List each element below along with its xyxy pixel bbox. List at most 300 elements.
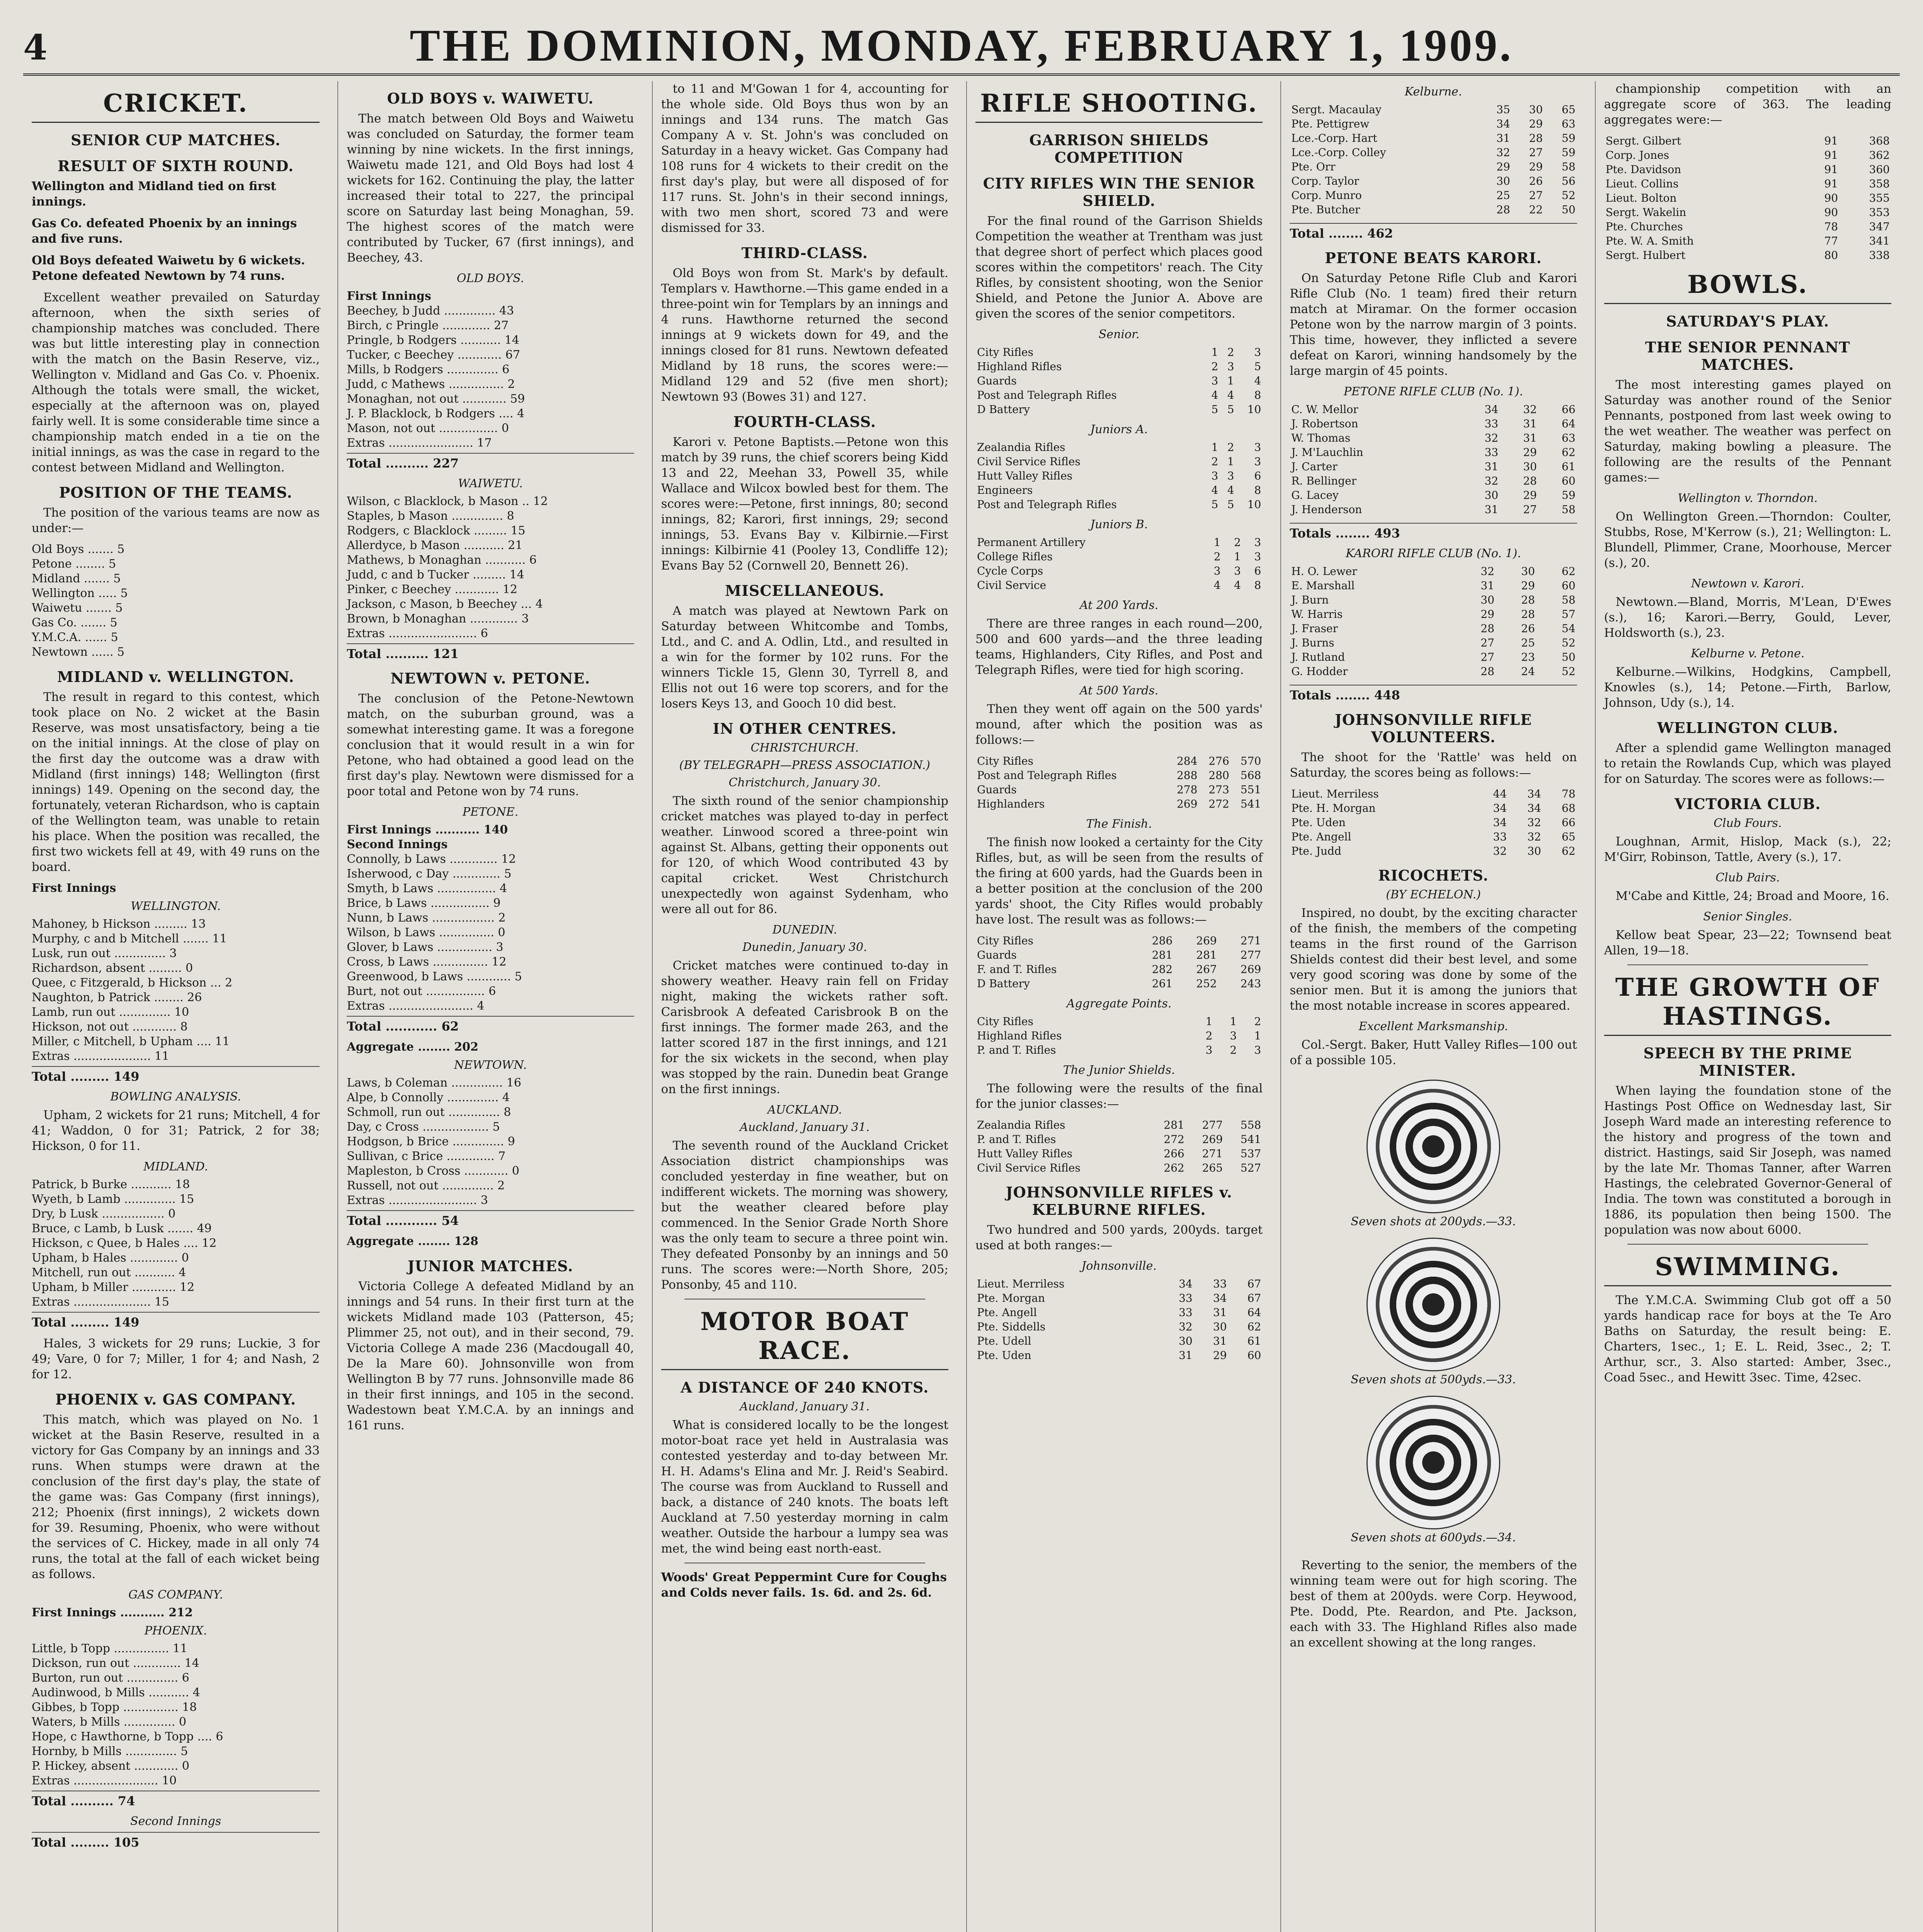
table-cell: 62 [1247, 1320, 1261, 1333]
table-row [975, 454, 1263, 469]
table-cell: Pte. Angell [977, 1306, 1037, 1319]
table-cell: 80 [1824, 249, 1838, 262]
cricket-heading: CRICKET. [32, 89, 320, 123]
innings-label: First Innings [32, 881, 116, 895]
table-cell: 65 [1562, 830, 1576, 843]
table-row [975, 754, 1263, 768]
table-cell: 273 [1208, 783, 1229, 796]
table-cell: 8 [1254, 389, 1261, 401]
match-report: This match, which was played on No. 1 wicket at the Basin Reserve, resulted in a victory for Gas Company by an innings and 33 runs. When stumps were drawn at the conclusion of the first day's play, the state of the game was: Gas Company (first innings), 212; Phoenix (first innings), 2 wickets down for 39. Resuming, Phoenix, who were without the services of C. Hickey, made in all only 74 runs, the total at the fall of each wicket being as follows. [32, 1413, 320, 1581]
table-cell: 284 [1176, 755, 1198, 767]
table-cell: Permanent Artillery [977, 536, 1086, 549]
table-cell: 30 [1496, 175, 1510, 187]
batting-line: Judd, c Mathews ............... 2 [347, 378, 515, 391]
table-cell: 362 [1869, 149, 1890, 162]
column-6 [1595, 81, 1900, 1932]
team-heading: GAS COMPANY. [128, 1588, 223, 1602]
position-row: Old Boys ....... 5 [32, 543, 125, 556]
divider [1627, 1244, 1868, 1245]
divider [1627, 964, 1868, 965]
petone-club-table [1290, 402, 1577, 517]
table-cell: Sergt. Hulbert [1605, 249, 1686, 262]
fourth-class-report: Karori v. Petone Baptists.—Petone won this match by 39 runs, the chief scorers being Kidd 13 and 22, Meehan 33, Powell 35, while Wallace and Wilcox bowled best for them. The scores were:—Petone, first innings, 80; second innings, 82; Karori, first innings, 29; second innings, 53. Evans Bay v. Kilbirnie.—First innings: Kilbirnie 41 (Pooley 13, Condliffe 12); Evans Bay 52 (Cornwell 20, Bennett 26). [661, 435, 948, 573]
table-row [975, 934, 1263, 948]
table-cell: City Rifles [977, 346, 1033, 359]
continued-report: to 11 and M'Gowan 1 for 4, accounting for the whole side. Old Boys thus won by an innings and 134 runs. The match Gas Company A v. St. John's was concluded on Saturday in a heavy wicket. Gas Company had 108 runs for 4 wickets to their credit on the first day's play, but were all disposed of for 117 runs. St. John's in their second innings, with two men short, scored 73 and were dismissed for 33. [661, 82, 948, 235]
table-cell: Guards [977, 374, 1017, 387]
innings-summary: First Innings ........... 140 [347, 823, 508, 837]
table-cell: 3 [1205, 1044, 1213, 1056]
table-cell: 10 [1247, 403, 1261, 416]
table-row [975, 1334, 1263, 1348]
batting-line: Wilson, c Blacklock, b Mason .. 12 [347, 495, 548, 508]
table-row [1290, 787, 1577, 801]
juniors-a-table [975, 440, 1263, 512]
table-row [975, 388, 1263, 402]
column-3 [652, 81, 957, 1932]
table-cell: 282 [1152, 963, 1173, 976]
table-cell: 4 [1213, 579, 1221, 592]
table-cell: 3 [1254, 346, 1261, 359]
table-cell: 272 [1164, 1133, 1184, 1146]
table-row [975, 497, 1263, 512]
event-result: Kellow beat Spear, 23—22; Townsend beat Allen, 19—18. [1604, 928, 1891, 957]
table-cell: 286 [1152, 934, 1173, 947]
table-row [1604, 148, 1891, 162]
table-cell: J. Fraser [1291, 622, 1338, 635]
range-heading: At 500 Yards. [1079, 684, 1159, 697]
table-cell: Sergt. Gilbert [1605, 134, 1681, 147]
table-row [975, 440, 1263, 454]
table-cell: 271 [1240, 934, 1261, 947]
karori-club-heading: KARORI RIFLE CLUB (No. 1). [1346, 547, 1521, 560]
table-cell: 91 [1824, 177, 1838, 190]
column-4 [966, 81, 1271, 1932]
target-diagrams [1290, 1076, 1577, 1550]
batting-line: Burton, run out .............. 6 [32, 1671, 189, 1685]
table-row [1290, 844, 1577, 858]
batting-line: Wyeth, b Lamb .............. 15 [32, 1192, 194, 1206]
table-cell: 4 [1227, 484, 1234, 497]
batting-line: Schmoll, run out .............. 8 [347, 1105, 511, 1119]
sixth-round-heading: RESULT OF SIXTH ROUND. [58, 157, 294, 175]
table-row [1604, 234, 1891, 248]
batting-line: Pringle, b Rodgers ........... 14 [347, 333, 519, 347]
table-row [975, 948, 1263, 962]
table-cell: 2 [1234, 536, 1241, 549]
table-cell: Highlanders [977, 798, 1045, 810]
table-cell: Lce.-Corp. Colley [1291, 146, 1386, 159]
motor-boat-heading: MOTOR BOAT RACE. [661, 1307, 948, 1370]
innings-total: Total ......... 149 [32, 1312, 320, 1330]
dateline: Dunedin, January 30. [742, 940, 867, 954]
finish-heading: The Finish. [1086, 817, 1152, 831]
table-cell: 5 [1227, 403, 1234, 416]
table-cell: 28 [1481, 665, 1494, 678]
table-cell: 67 [1247, 1292, 1261, 1304]
fourth-class-heading: FOURTH-CLASS. [733, 413, 876, 430]
garrison-shields-heading: GARRISON SHIELDS COMPETITION [1029, 131, 1209, 166]
batting-line: Day, c Cross .................. 5 [347, 1120, 500, 1134]
table-cell: 1 [1227, 374, 1234, 387]
johnsonville-volunteers-table [1290, 787, 1577, 858]
table-cell: 28 [1523, 474, 1537, 487]
table-cell: 26 [1521, 622, 1535, 635]
table-cell: 30 [1527, 845, 1541, 857]
table-cell: 60 [1247, 1349, 1261, 1362]
table-cell: Pte. Churches [1605, 220, 1683, 233]
table-cell: 29 [1213, 1349, 1227, 1362]
table-cell: 280 [1208, 769, 1229, 782]
position-row: Gas Co. ....... 5 [32, 616, 117, 629]
batting-line: Extras ........................ 6 [347, 627, 488, 640]
table-row [975, 1014, 1263, 1029]
advertisement: Woods' Great Peppermint Cure for Coughs and Colds never fails. 1s. 6d. and 2s. 6d. [661, 1570, 947, 1600]
table-cell: 347 [1869, 220, 1890, 233]
table-row [1290, 488, 1577, 502]
column-5 [1280, 81, 1585, 1932]
batting-line: Staples, b Mason .............. 8 [347, 509, 514, 523]
match-heading: MIDLAND v. WELLINGTON. [57, 668, 294, 685]
senior-heading: Senior. [1098, 328, 1140, 341]
table-cell: 61 [1247, 1335, 1261, 1347]
table-cell: 28 [1529, 132, 1543, 145]
table-cell: 8 [1254, 579, 1261, 592]
johnsonville-table [975, 1277, 1263, 1362]
table-cell: 368 [1869, 134, 1890, 147]
table-cell: 32 [1523, 403, 1537, 416]
table-row [1290, 830, 1577, 844]
batting-line: Mills, b Rodgers .............. 6 [347, 363, 510, 376]
batting-line: Gibbes, b Topp ............... 18 [32, 1701, 197, 1714]
third-class-report: Old Boys won from St. Mark's by default. Templars v. Hawthorne.—This game ended in a three-point win for Templars by an innings and 4 runs. Hawthorne returned the second innings at 9 wickets down for 49, and the innings closed for 81 runs. Newtown defeated Midland by 18 runs, the scores were:—Midland 129 and 52 (five men short); Newtown 93 (Bowes 31) and 127. [661, 266, 948, 404]
table-cell: 33 [1493, 830, 1507, 843]
table-cell: Zealandia Rifles [977, 441, 1065, 454]
ricochets-continued: Reverting to the senior, the members of the winning team were out for high scoring. The best of them at 200yds. were Corp. Heywood, Pte. Dodd, Pte. Reardon, and Pte. Jackson, each with 33. The Highland Rifles also made an excellent showing at the long ranges. [1290, 1558, 1577, 1650]
table-cell: 5 [1211, 498, 1218, 511]
motor-boat-subheading: A DISTANCE OF 240 KNOTS. [681, 1379, 929, 1396]
table-cell: 59 [1562, 132, 1576, 145]
marksmanship-heading: Excellent Marksmanship. [1358, 1020, 1508, 1033]
table-cell: J. Burn [1291, 594, 1329, 606]
table-row [975, 782, 1263, 797]
batting-line: Dickson, run out ............. 14 [32, 1656, 199, 1670]
table-cell: 31 [1484, 460, 1499, 473]
table-cell: 3 [1211, 469, 1218, 482]
table-cell: 62 [1562, 845, 1576, 857]
prime-minister-subheading: SPEECH BY THE PRIME MINISTER. [1643, 1044, 1852, 1079]
table-cell: 78 [1562, 787, 1576, 800]
game-result: Newtown.—Bland, Morris, M'Lean, D'Ewes (s.), 16; Karori.—Berry, Gould, Lever, Holdsworth (s.), 23. [1604, 595, 1891, 640]
batting-line: Lamb, run out .............. 10 [32, 1005, 189, 1019]
table-cell: 2 [1254, 1015, 1261, 1028]
innings-label: Second Innings [347, 838, 448, 851]
table-cell: 27 [1523, 503, 1537, 516]
masthead [23, 15, 1900, 76]
table-cell: W. Thomas [1291, 432, 1351, 444]
table-cell: Post and Telegraph Rifles [977, 498, 1117, 511]
table-cell: 30 [1179, 1335, 1193, 1347]
table-cell: Corp. Munro [1291, 189, 1362, 202]
innings-total: Total .......... 74 [32, 1791, 320, 1808]
batting-line: J. P. Blacklock, b Rodgers .... 4 [347, 407, 525, 420]
table-cell: Corp. Taylor [1291, 175, 1359, 187]
pennant-matches-heading: THE SENIOR PENNANT MATCHES. [1645, 338, 1850, 373]
miscellaneous-report: A match was played at Newtown Park on Saturday between Whitcombe and Tombs, Ltd., and C. and A. Odlin, Ltd., and resulted in a win for the former by 102 runs. For the winners Tickle 15, Glenn 30, Tyrrell 8, and Ellis not out 16 were top scorers, and for the losers Keys 13, and Gooch 10 did best. [661, 604, 948, 711]
table-cell: 33 [1213, 1277, 1227, 1290]
batting-line: Nunn, b Laws ................. 2 [347, 911, 506, 925]
table-cell: 29 [1529, 160, 1543, 173]
byline: (BY ECHELON.) [1386, 888, 1481, 901]
table-row [1290, 459, 1577, 474]
table-cell: 2 [1213, 550, 1221, 563]
batting-line: Bruce, c Lamb, b Lusk ....... 49 [32, 1222, 212, 1235]
batting-line: Hope, c Hawthorne, b Topp .... 6 [32, 1730, 223, 1743]
aggregate-total: Aggregate ........ 128 [347, 1235, 478, 1248]
table-cell: 30 [1481, 594, 1494, 606]
table-cell: 269 [1202, 1133, 1223, 1146]
batting-line: Quee, c Fitzgerald, b Hickson ... 2 [32, 976, 233, 990]
table-cell: 30 [1521, 565, 1535, 578]
table-row [975, 1043, 1263, 1057]
petone-club-heading: PETONE RIFLE CLUB (No. 1). [1344, 385, 1523, 398]
batting-line: Mitchell, run out ........... 4 [32, 1266, 186, 1279]
table-cell: Lieut. Merriless [1291, 787, 1379, 800]
table-cell: Guards [977, 783, 1017, 796]
position-row: Waiwetu ....... 5 [32, 601, 123, 615]
batting-line: Burt, not out ................ 6 [347, 985, 496, 998]
cricket-intro: Excellent weather prevailed on Saturday afternoon, when the sixth series of championship matches was concluded. There was but little interesting play in connection with the match on the Basin Reserve, viz., Wellington v. Midland and Gas Co. v. Phoenix. Although the totals were small, the wicket, especially at the afternoon was on, played fairly well. It is some considerable time since a championship match ended in a tie on the initial innings, as was the case in regard to the contest between Midland and Wellington. [32, 291, 320, 474]
range-report: Then they went off again on the 500 yards' mound, after which the position was as follows:— [975, 702, 1263, 747]
table-cell: 6 [1254, 565, 1261, 577]
table-row [975, 797, 1263, 811]
finish-table [975, 934, 1263, 991]
innings-total: Total ............ 54 [347, 1210, 634, 1228]
table-row [975, 1291, 1263, 1305]
table-cell: 62 [1562, 565, 1576, 578]
batting-line: Miller, c Mitchell, b Upham .... 11 [32, 1035, 230, 1048]
table-cell: Hutt Valley Rifles [977, 1147, 1073, 1160]
team-heading: OLD BOYS. [456, 272, 524, 285]
table-row [975, 1161, 1263, 1175]
batting-line: Extras ........................ 3 [347, 1194, 488, 1207]
newspaper-columns [23, 81, 1900, 1932]
batting-line: Cross, b Laws ............... 12 [347, 955, 507, 969]
table-cell: J. Henderson [1291, 503, 1362, 516]
table-cell: 1 [1227, 455, 1234, 468]
batting-line: Mapleston, b Cross ............ 0 [347, 1164, 519, 1178]
table-cell: 56 [1562, 175, 1576, 187]
batting-line: Sullivan, c Brice ............. 7 [347, 1150, 506, 1163]
innings-total: Total .......... 121 [347, 643, 634, 661]
table-cell: 4 [1234, 579, 1241, 592]
table-cell: 31 [1523, 417, 1537, 430]
table-cell: 90 [1824, 206, 1838, 219]
table-cell: 61 [1562, 460, 1576, 473]
batting-line: Judd, c and b Tucker ......... 14 [347, 568, 524, 582]
table-cell: 91 [1824, 134, 1838, 147]
innings-total: Total ............ 62 [347, 1016, 634, 1034]
table-row [1290, 102, 1577, 117]
game-heading: Wellington v. Thorndon. [1678, 492, 1818, 505]
table-cell: 243 [1240, 977, 1261, 990]
saturdays-play-heading: SATURDAY'S PLAY. [1666, 313, 1829, 330]
table-cell: P. and T. Rifles [977, 1044, 1056, 1056]
junior-shields-heading: The Junior Shields. [1063, 1063, 1175, 1077]
table-cell: 281 [1164, 1119, 1184, 1131]
table-cell: 2 [1205, 1029, 1213, 1042]
batting-line: Murphy, c and b Mitchell ....... 11 [32, 932, 227, 946]
table-cell: 63 [1562, 432, 1576, 444]
table-cell: 4 [1227, 389, 1234, 401]
table-cell: 27 [1529, 189, 1543, 202]
table-cell: 58 [1562, 160, 1576, 173]
table-cell: 50 [1562, 651, 1576, 663]
table-row [1290, 174, 1577, 188]
table-cell: 32 [1484, 432, 1499, 444]
table-cell: 34 [1484, 403, 1499, 416]
johnsonville-kelburne-heading: JOHNSONVILLE RIFLES v. KELBURNE RIFLES. [1006, 1184, 1232, 1218]
table-cell: G. Hodder [1291, 665, 1348, 678]
other-centres-heading: IN OTHER CENTRES. [713, 720, 897, 737]
table-row [975, 345, 1263, 359]
table-cell: 3 [1211, 374, 1218, 387]
table-cell: 29 [1521, 579, 1535, 592]
batting-line: Mathews, b Monaghan ........... 6 [347, 553, 537, 567]
table-cell: City Rifles [977, 934, 1033, 947]
table-row [1290, 650, 1577, 664]
table-cell: Pte. Morgan [977, 1292, 1045, 1304]
game-result: Kelburne.—Wilkins, Hodgkins, Campbell, Knowles (s.), 14; Petone.—Firth, Barlow, Johnson, Udy (s.), 14. [1604, 665, 1891, 710]
batting-line: Extras ..................... 11 [32, 1049, 170, 1063]
table-cell: 52 [1562, 636, 1576, 649]
table-row [1290, 431, 1577, 445]
table-row [1290, 188, 1577, 202]
table-cell: 288 [1176, 769, 1198, 782]
miscellaneous-heading: MISCELLANEOUS. [725, 582, 885, 599]
shooting-target-image [1367, 1080, 1500, 1213]
table-cell: 23 [1521, 651, 1535, 663]
table-row [975, 578, 1263, 592]
table-cell: 62 [1562, 446, 1576, 459]
table-cell: 4 [1211, 484, 1218, 497]
dateline: Auckland, January 31. [740, 1400, 870, 1413]
christchurch-heading: CHRISTCHURCH. [750, 741, 859, 755]
team-heading: NEWTOWN. [454, 1058, 527, 1072]
position-row: Midland ....... 5 [32, 572, 121, 585]
batting-line: Dry, b Lusk ................. 0 [32, 1207, 176, 1221]
table-cell: Sergt. Macaulay [1291, 103, 1382, 116]
table-cell: 57 [1562, 608, 1576, 621]
table-cell: 1 [1230, 1015, 1237, 1028]
innings-summary: First Innings ........... 212 [32, 1606, 193, 1619]
table-cell: 30 [1213, 1320, 1227, 1333]
table-row [1604, 162, 1891, 177]
table-cell: Civil Service Rifles [977, 455, 1081, 468]
table-row [975, 359, 1263, 374]
table-cell: 64 [1247, 1306, 1261, 1319]
table-cell: 1 [1234, 550, 1241, 563]
table-cell: Highland Rifles [977, 360, 1062, 373]
table-row [1604, 134, 1891, 148]
table-cell: 353 [1869, 206, 1890, 219]
team-total: Total ........ 462 [1290, 223, 1577, 241]
table-cell: Zealandia Rifles [977, 1119, 1065, 1131]
table-cell: City Rifles [977, 755, 1033, 767]
table-row [975, 1146, 1263, 1161]
table-cell: Pte. Pettigrew [1291, 117, 1370, 130]
table-cell: 60 [1562, 579, 1576, 592]
table-row [1290, 160, 1577, 174]
table-cell: 91 [1824, 149, 1838, 162]
finish-report: The finish now looked a certainty for the City Rifles, but, as will be seen from the results of the firing at 600 yards, had the Guards been in a better position at the conclusion of the 200 yards' shoot, the City Rifles would probably have lost. The result was as follows:— [975, 835, 1263, 927]
batting-line: Wilson, b Laws ............... 0 [347, 926, 505, 939]
table-cell: 27 [1529, 146, 1543, 159]
batting-line: Smyth, b Laws ................ 4 [347, 882, 507, 895]
table-cell: 52 [1562, 189, 1576, 202]
table-cell: E. Marshall [1291, 579, 1355, 592]
match-report: The result in regard to this contest, which took place on No. 2 wicket at the Basin Reserve, was most unsatisfactory, being a tie on the initial innings. At the close of play on the first day the outcome was a draw with Midland (first innings) 148; Wellington (first innings) 149. Opening on the second day, the fortunately, veteran Richardson, who is captain of the Wellington team, was unable to retain his place. When the position was recalled, the first two wickets fell at 49, with 49 runs on the board. [32, 690, 320, 874]
table-cell: 32 [1493, 845, 1507, 857]
batting-line: Mason, not out ................ 0 [347, 422, 509, 435]
batting-line: Lusk, run out .............. 3 [32, 947, 177, 960]
table-cell: 272 [1208, 798, 1229, 810]
table-cell: 28 [1481, 622, 1494, 635]
aggregate-table [975, 1014, 1263, 1057]
table-cell: C. W. Mellor [1291, 403, 1358, 416]
table-cell: 551 [1240, 783, 1261, 796]
table-cell: 25 [1521, 636, 1535, 649]
aggregates-table [1604, 134, 1891, 262]
table-cell: 34 [1493, 816, 1507, 829]
game-heading: Newtown v. Karori. [1691, 577, 1804, 590]
bowling-analysis: Upham, 2 wickets for 21 runs; Mitchell, 4 for 41; Waddon, 0 for 31; Patrick, 2 for 38; Hickson, 0 for 11. [32, 1108, 320, 1153]
table-cell: 558 [1240, 1119, 1261, 1131]
table-row [975, 469, 1263, 483]
table-cell: 3 [1254, 550, 1261, 563]
position-row: Wellington ..... 5 [32, 587, 128, 600]
table-cell: College Rifles [977, 550, 1053, 563]
batting-line: Waters, b Mills .............. 0 [32, 1715, 187, 1729]
table-cell: 271 [1202, 1147, 1223, 1160]
batting-line: Upham, b Hales ............. 0 [32, 1251, 189, 1265]
table-row [1604, 219, 1891, 234]
table-row [1604, 177, 1891, 191]
table-cell: 269 [1176, 798, 1198, 810]
batting-line: Rodgers, c Blacklock ......... 15 [347, 524, 526, 537]
table-cell: 24 [1521, 665, 1535, 678]
table-row [1290, 621, 1577, 636]
table-cell: 27 [1481, 636, 1494, 649]
marksmanship-note: Col.-Sergt. Baker, Hutt Valley Rifles—100 out of a possible 105. [1290, 1038, 1577, 1067]
table-cell: 527 [1240, 1162, 1261, 1174]
table-cell: G. Lacey [1291, 489, 1339, 502]
swimming-heading: SWIMMING. [1604, 1252, 1891, 1286]
christchurch-report: The sixth round of the senior championship cricket matches was played to-day in perfect weather. Linwood scored a three-point win against St. Albans, getting their opponents out for 120, of which Wood contributed 43 by capital cricket. West Christchurch unexpectedly won against Sydenham, who were all out for 86. [661, 794, 948, 916]
table-row [975, 1029, 1263, 1043]
auckland-report: The seventh round of the Auckland Cricket Association district championships was concluded yesterday in fine weather, but on indifferent wickets. The morning was showery, but the weather cleared before play commenced. In the Senior Grade North Shore was the only team to secure a three point win. They defeated Ponsonby by an innings and 50 runs. The scores were:—North Shore, 205; Ponsonby, 45 and 110. [661, 1139, 948, 1292]
table-cell: 281 [1152, 949, 1173, 961]
table-cell: Pte. Udell [977, 1335, 1031, 1347]
table-cell: 355 [1869, 192, 1890, 204]
table-cell: 568 [1240, 769, 1261, 782]
batting-line: Laws, b Coleman .............. 16 [347, 1076, 521, 1090]
table-cell: 262 [1164, 1162, 1184, 1174]
bowling-analysis: Hales, 3 wickets for 29 runs; Luckie, 3 for 49; Vare, 0 for 7; Miller, 1 for 4; and Nash, 2 for 12. [32, 1337, 320, 1381]
victoria-club-heading: VICTORIA CLUB. [1675, 795, 1821, 813]
junior-shields-table [975, 1118, 1263, 1175]
juniors-a-heading: Juniors A. [1090, 423, 1148, 436]
